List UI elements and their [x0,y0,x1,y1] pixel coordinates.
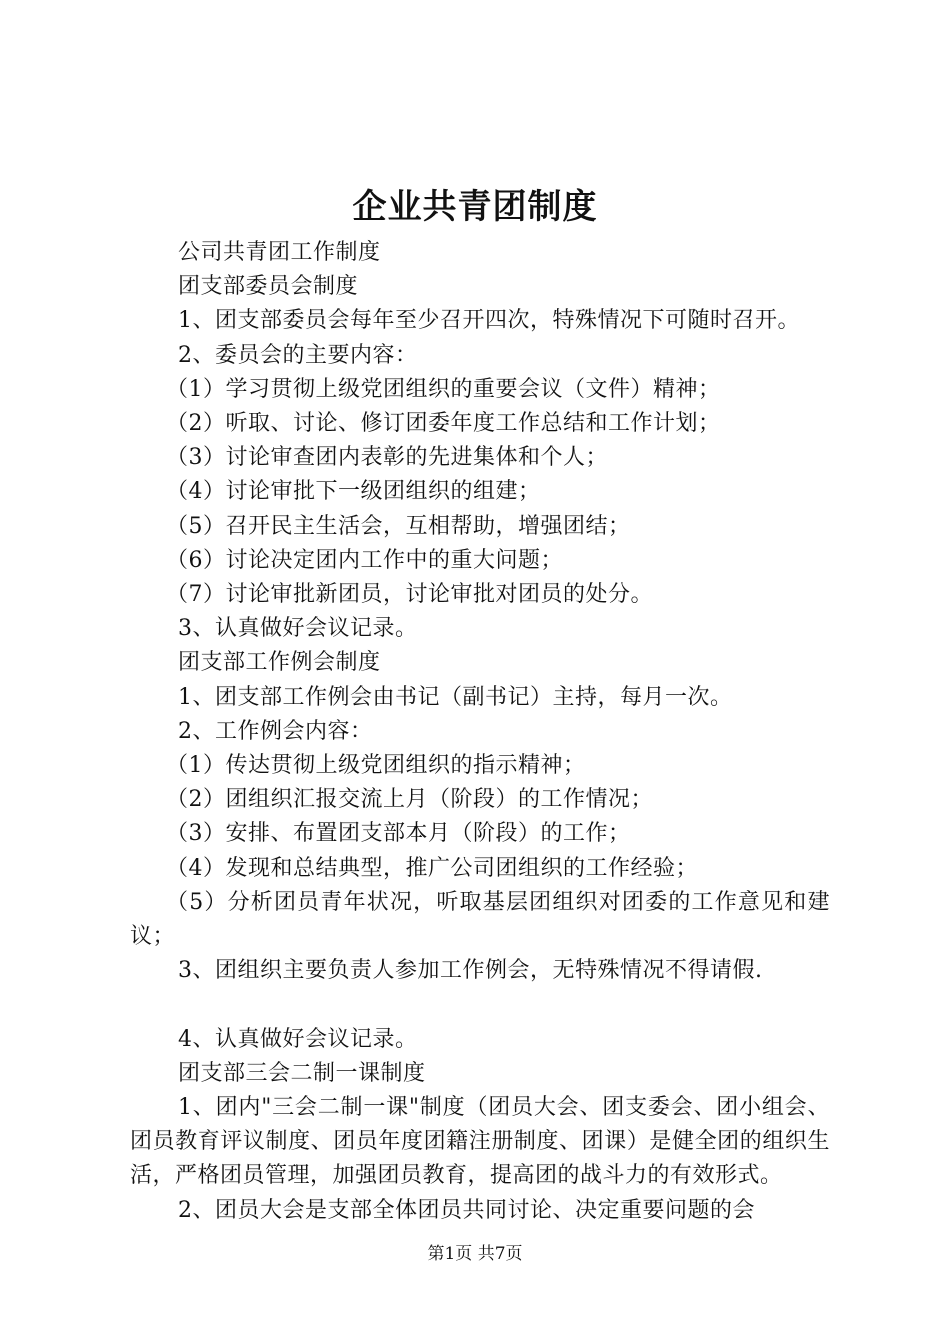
paragraph: 1、团内"三会二制一课"制度（团员大会、团支委会、团小组会、团员教育评议制度、团员年度团籍注册制度、团课）是健全团的组织生活，严格团员管理，加强团员教育，提高团的战斗力的有效形式。 [130,1095,830,1189]
document-title: 企业共青团制度 [352,187,598,227]
list-item: （4）发现和总结典型，推广公司团组织的工作经验； [166,855,698,881]
section-heading: 团支部三会二制一课制度 [178,1060,426,1086]
list-item: （6）讨论决定团内工作中的重大问题； [166,547,563,573]
paragraph: 2、团员大会是支部全体团员共同讨论、决定重要问题的会 [178,1197,755,1223]
list-item: （1）传达贯彻上级党团组织的指示精神； [166,753,586,779]
list-item: （7）讨论审批新团员，讨论审批对团员的处分。 [166,582,653,608]
page-footer: 第1页 共7页 [427,1244,523,1264]
blank-line [130,988,830,1022]
paragraph: 3、认真做好会议记录。 [178,616,418,642]
list-item: （3）安排、布置团支部本月（阶段）的工作； [166,821,631,847]
paragraph: 2、委员会的主要内容： [178,342,418,368]
list-item: （5）召开民主生活会，互相帮助，增强团结； [166,513,631,539]
list-item: （4）讨论审批下一级团组织的组建； [166,479,541,505]
list-item: （2）听取、讨论、修订团委年度工作总结和工作计划； [166,411,721,437]
paragraph: 3、团组织主要负责人参加工作例会，无特殊情况不得请假. [178,958,763,984]
paragraph: 公司共青团工作制度 [178,240,381,265]
document-body [130,236,830,1228]
paragraph: 1、团支部委员会每年至少召开四次，特殊情况下可随时召开。 [178,308,800,334]
section-heading: 团支部委员会制度 [178,274,359,300]
paragraph: 4、认真做好会议记录。 [178,1026,418,1052]
section-heading: 团支部工作例会制度 [178,650,381,676]
list-item: （3）讨论审查团内表彰的先进集体和个人； [166,445,608,471]
list-item: （1）学习贯彻上级党团组织的重要会议（文件）精神； [166,376,721,402]
paragraph: 1、团支部工作例会由书记（副书记）主持，每月一次。 [178,684,733,710]
list-item: （2）团组织汇报交流上月（阶段）的工作情况； [166,787,653,813]
list-item: （5）分析团员青年状况，听取基层团组织对团委的工作意见和建议； [130,889,830,950]
paragraph: 2、工作例会内容： [178,718,373,744]
